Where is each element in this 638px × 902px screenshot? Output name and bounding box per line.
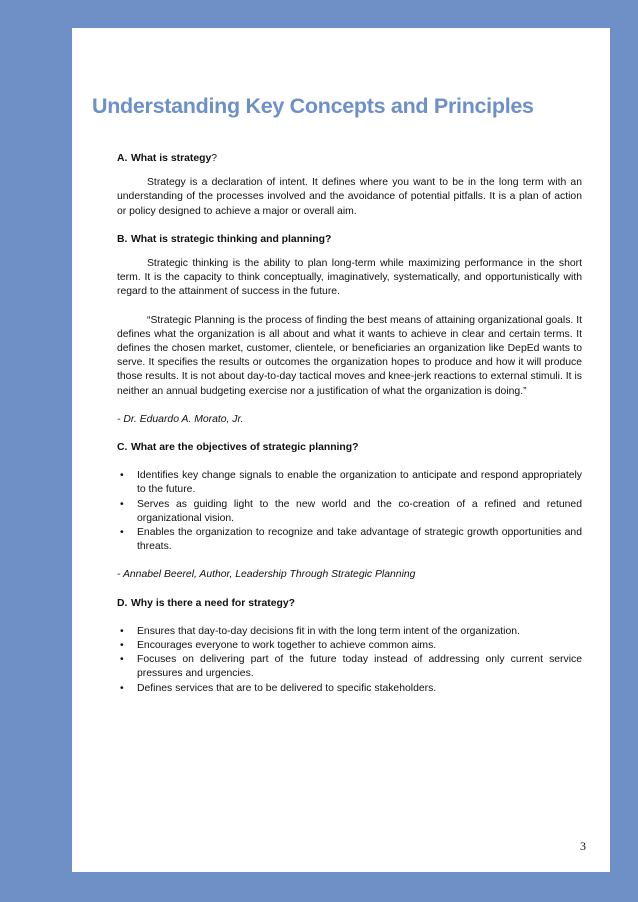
- list-item: • Identifies key change signals to enable the organization to anticipate and respond appropriately to the future.: [117, 469, 582, 497]
- section-c-attribution: - Annabel Beerel, Author, Leadership Through Strategic Planning: [117, 569, 416, 581]
- section-d-list: [117, 625, 582, 696]
- document-body: [117, 152, 582, 696]
- section-c-heading: C. What are the objectives of strategic planning?: [117, 442, 359, 454]
- list-item: • Encourages everyone to work together to achieve common aims.: [117, 639, 582, 653]
- page-number: 3: [580, 839, 586, 853]
- section-d-question: Why is there a need for strategy?: [131, 597, 295, 609]
- section-b-question: What is strategic thinking and planning?: [131, 233, 332, 245]
- section-b-paragraph: Strategic thinking is the ability to plan long-term while maximizing performance in the short term. It is the capacity to think conceptually, imaginatively, systematically, and opportunistically with regard to the attainment of success in the future.: [117, 258, 582, 298]
- list-item: • Defines services that are to be delivered to specific stakeholders.: [117, 682, 582, 696]
- list-item: • Ensures that day-to-day decisions fit in with the long term intent of the organization.: [117, 625, 582, 639]
- document-page: [72, 28, 610, 872]
- section-c-list: [117, 469, 582, 554]
- list-item: • Focuses on delivering part of the future today instead of addressing only current service pressures and urgencies.: [117, 653, 582, 681]
- section-d-heading: D. Why is there a need for strategy?: [117, 597, 295, 609]
- section-a-heading: A. What is strategy?: [117, 153, 218, 164]
- section-b-heading: B. What is strategic thinking and planning?: [117, 233, 332, 245]
- list-item: • Enables the organization to recognize and take advantage of strategic growth opportunities and threats.: [117, 526, 582, 554]
- section-b-attribution: - Dr. Eduardo A. Morato, Jr.: [117, 413, 244, 425]
- section-b-quote: “Strategic Planning is the process of finding the best means of attaining organizational goals. It defines what the organization is all about and what it wants to achieve in clear and certain terms. It defines the chosen market, customer, clientele, or beneficiaries an organization like DepEd wants to serve. It specifies the results or outcomes the organization hopes to produce and how it will produce those results. It is not about day-to-day tactical moves and knee-jerk reactions to external stimuli. It is neither an annual budgeting exercise nor a justification of what the organization is doing.”: [117, 314, 582, 397]
- section-a-paragraph: Strategy is a declaration of intent. It defines where you want to be in the long term with an understanding of the processes involved and the avoidance of potential pitfalls. It is a plan of action or policy designed to achieve a major or overall aim.: [117, 177, 582, 217]
- list-item: • Serves as guiding light to the new world and the co-creation of a refined and retuned organizational vision.: [117, 498, 582, 526]
- section-c-question: What are the objectives of strategic planning?: [131, 442, 359, 454]
- section-a-question-mark: ?: [211, 153, 218, 164]
- section-a-question: What is strategy: [131, 153, 212, 164]
- page-title: Understanding Key Concepts and Principles: [92, 94, 534, 118]
